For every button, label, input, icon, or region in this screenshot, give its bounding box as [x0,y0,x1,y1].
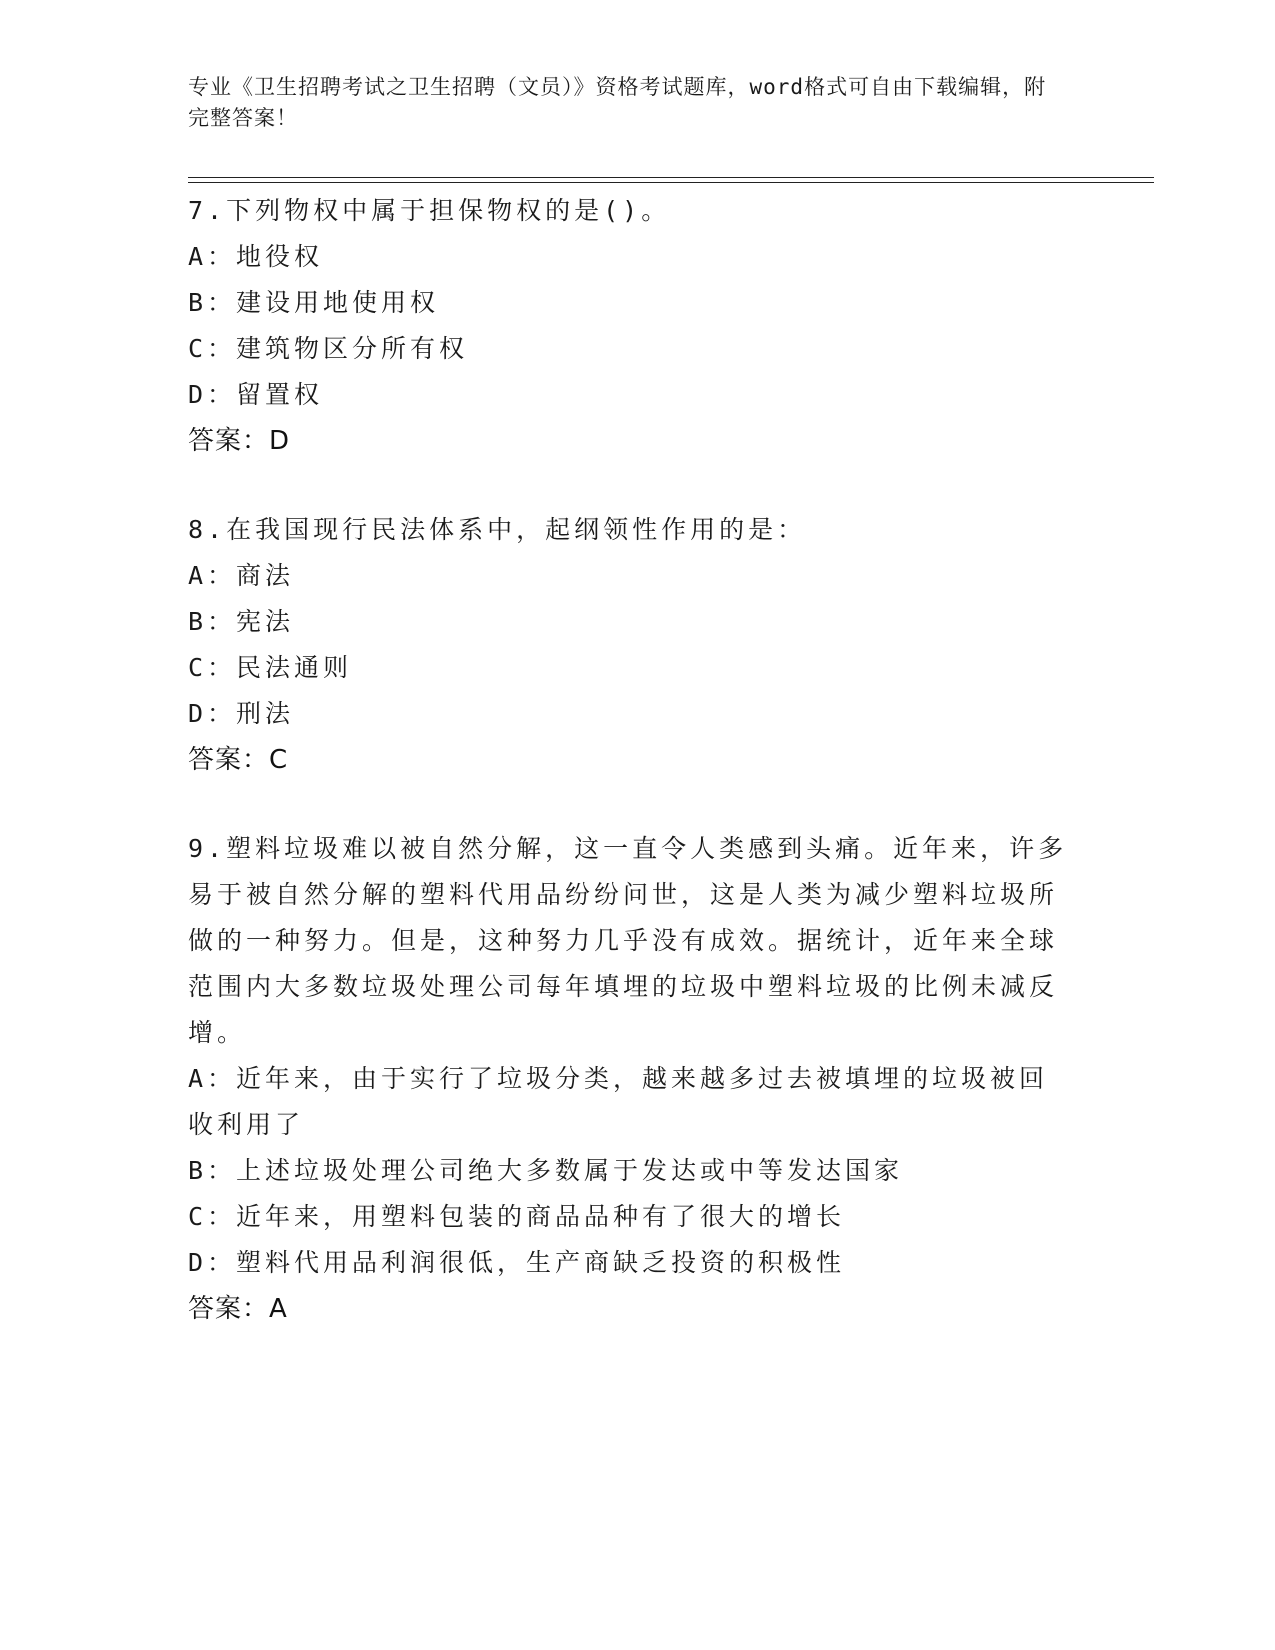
option-a: A：近年来，由于实行了垃圾分类，越来越多过去被填埋的垃圾被回收利用了 [188,1064,1049,1139]
question-9 [188,826,1068,1332]
option-a: A：地役权 [188,242,324,271]
option-c: C：建筑物区分所有权 [188,334,469,363]
header-divider-bottom [188,182,1154,183]
option-d: D：刑法 [188,699,295,728]
question-7 [188,188,1068,464]
option-b: B：宪法 [188,607,295,636]
option-b: B：上述垃圾处理公司绝大多数属于发达或中等发达国家 [188,1156,904,1185]
answer-label: 答案：A [188,1294,288,1324]
question-stem: 7.下列物权中属于担保物权的是()。 [188,196,671,225]
option-c: C：近年来，用塑料包装的商品品种有了很大的增长 [188,1202,846,1231]
question-8 [188,507,1068,783]
option-b: B：建设用地使用权 [188,288,440,317]
answer-label: 答案：C [188,745,289,775]
option-d: D：留置权 [188,380,324,409]
question-stem: 9.塑料垃圾难以被自然分解，这一直令人类感到头痛。近年来，许多易于被自然分解的塑料代用品纷纷问世，这是人类为减少塑料垃圾所做的一种努力。但是，这种努力几乎没有成效。据统计，近年来全球范围内大多数垃圾处理公司每年填埋的垃圾中塑料垃圾的比例未减反增。 [188,834,1068,1047]
answer-label: 答案：D [188,426,291,456]
question-stem: 8.在我国现行民法体系中，起纲领性作用的是： [188,515,807,544]
document-header: 专业《卫生招聘考试之卫生招聘（文员）》资格考试题库，word格式可自由下载编辑，附完整答案！ [188,75,1047,130]
option-d: D：塑料代用品利润很低，生产商缺乏投资的积极性 [188,1248,846,1277]
header-divider-top [188,177,1154,178]
option-a: A：商法 [188,561,295,590]
option-c: C：民法通则 [188,653,353,682]
